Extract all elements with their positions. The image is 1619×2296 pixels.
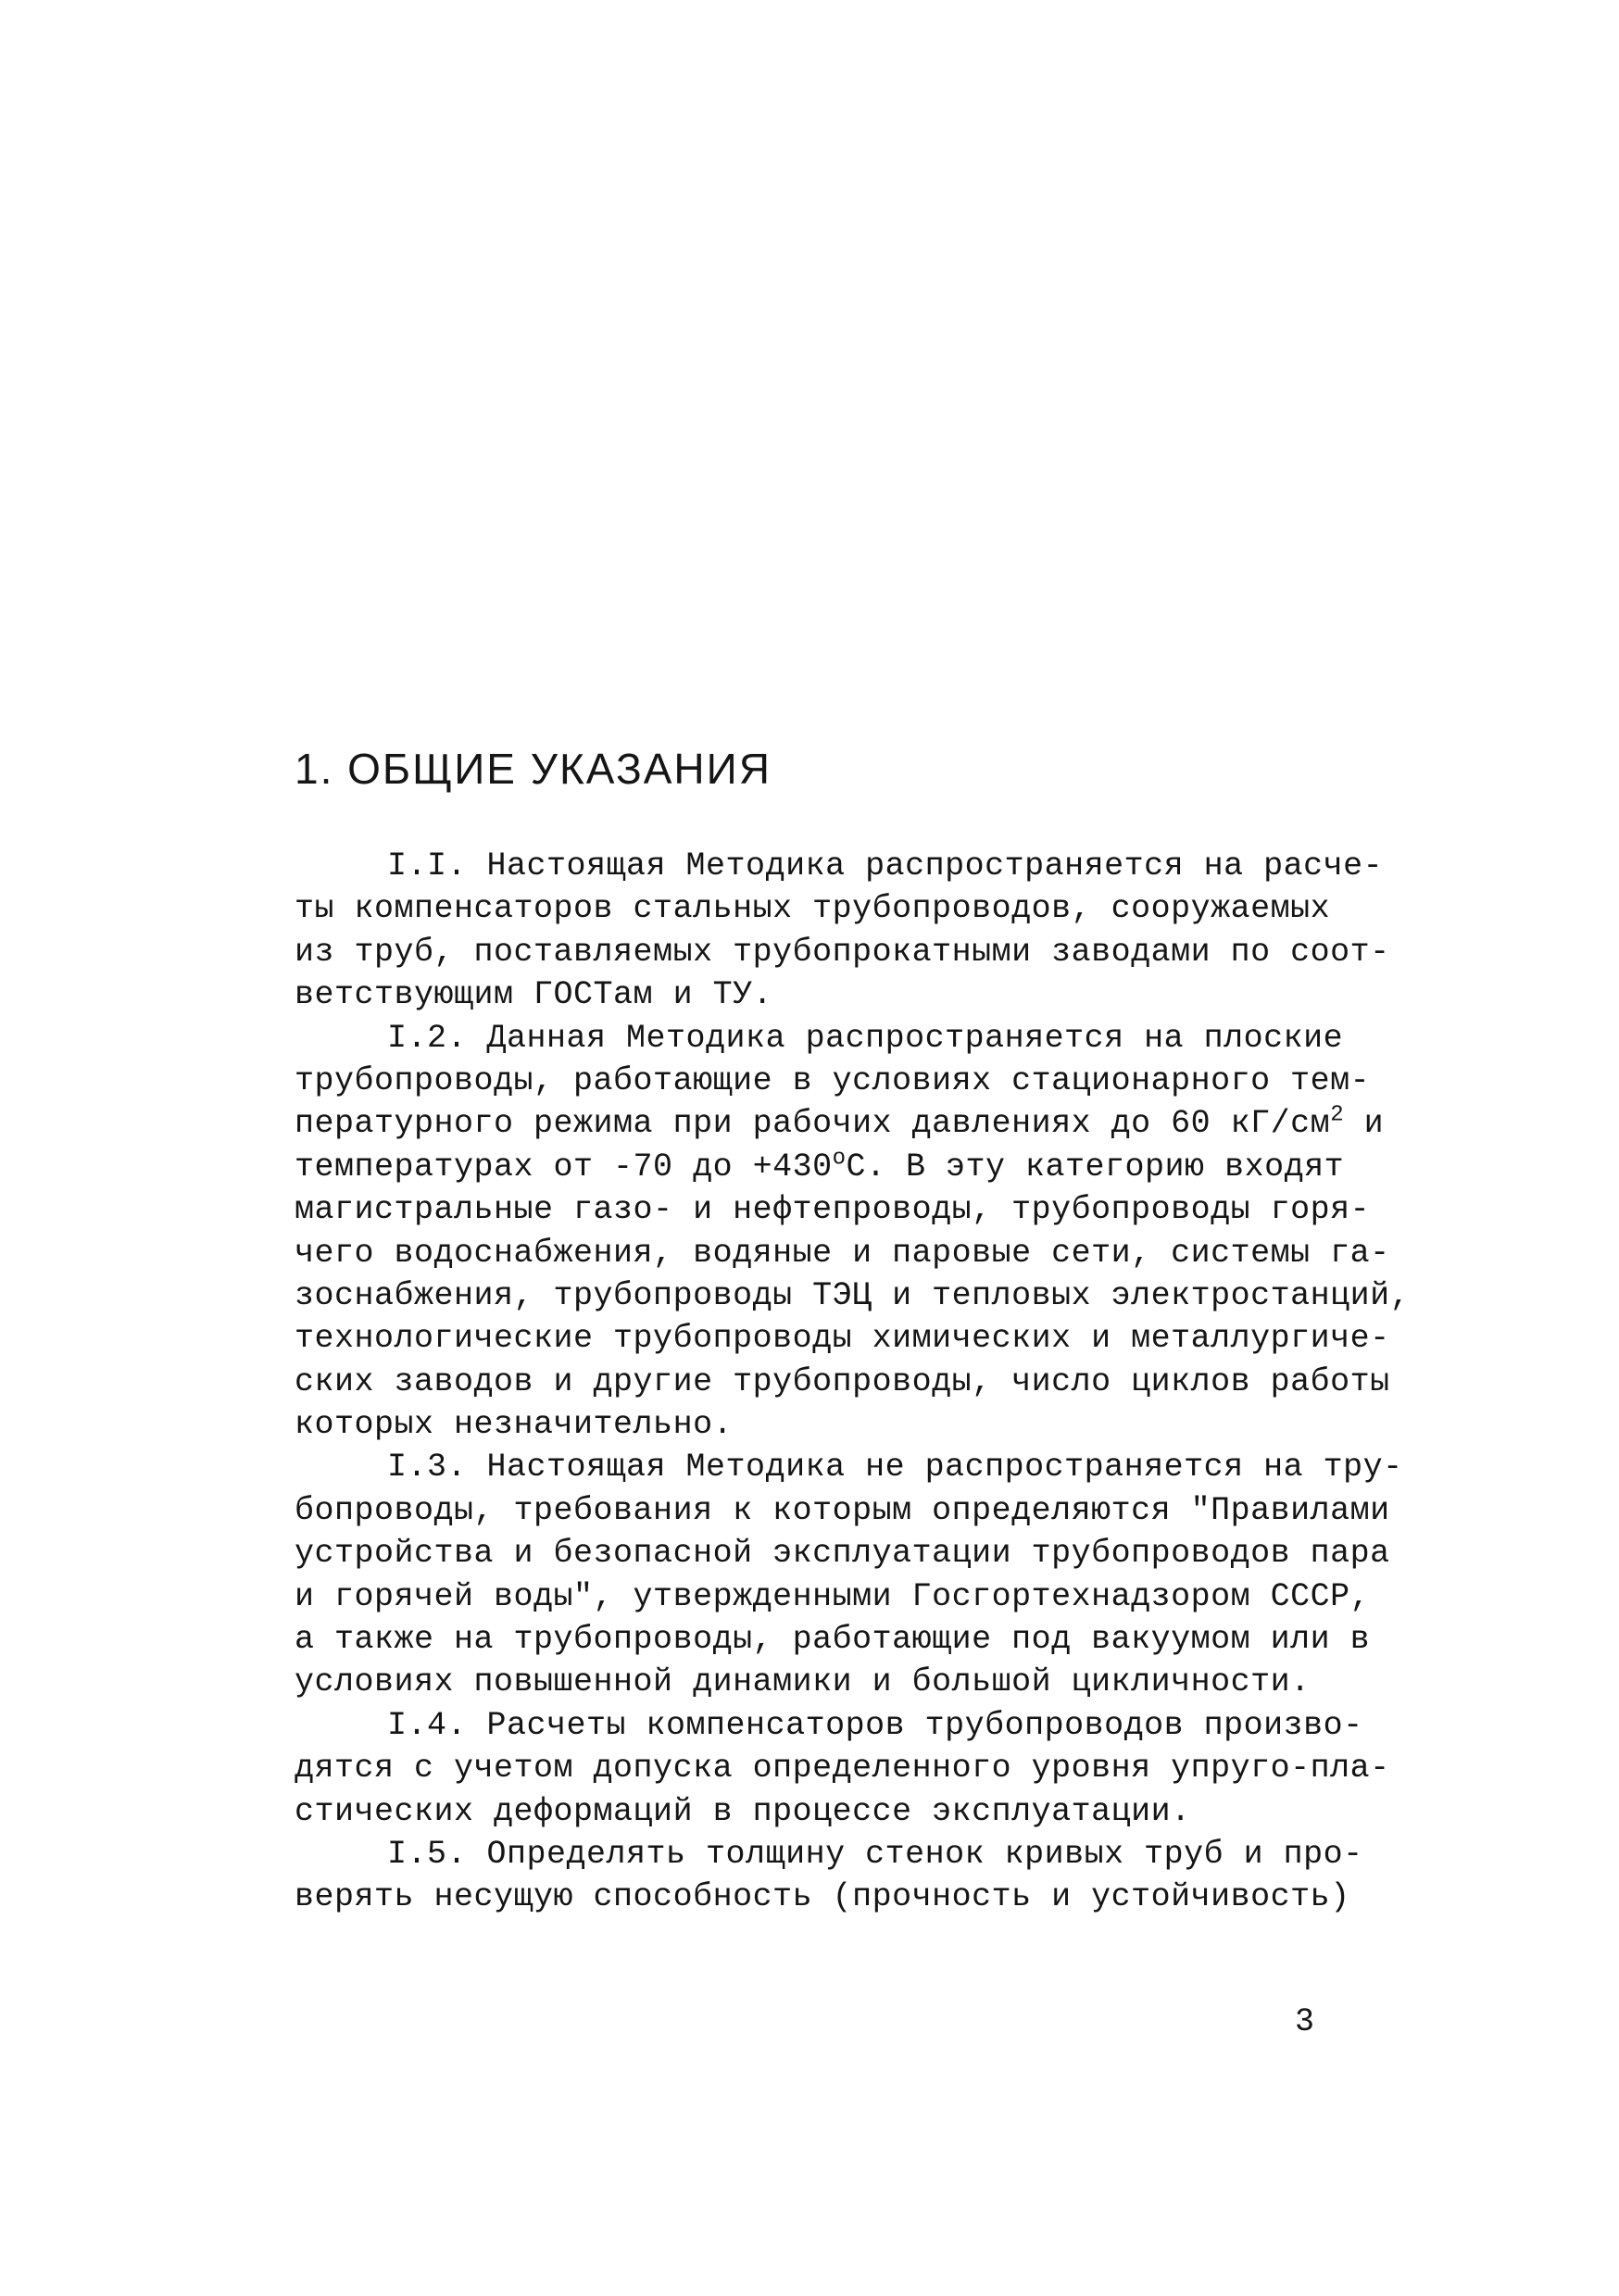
text-line: I.5. Определять толщину стенок кривых труб и про- [387,1835,1363,1873]
text-line [295,1146,1345,1188]
text-line: стических деформаций в процессе эксплуатации. [295,1792,1191,1830]
text-line: ветствующим ГОСТам и ТУ. [295,976,773,1014]
text-segment: температурах от -70 до +430 [295,1148,833,1186]
text-line: технологические трубопроводы химических и металлургиче- [295,1320,1390,1358]
text-segment: С. В эту категорию входят [846,1148,1345,1186]
text-line: и горячей воды", утвержденными Госгортехнадзором СССР, [295,1577,1371,1615]
text-line: I.I. Настоящая Методика распространяется на расче- [387,847,1384,885]
text-line: устройства и безопасной эксплуатации трубопроводов пара [295,1535,1390,1573]
text-line: магистральные газо- и нефтепроводы, трубопроводы горя- [295,1191,1371,1229]
body-text [295,845,1411,1919]
superscript-2: 2 [1330,1102,1345,1128]
degree-sign: o [832,1146,847,1172]
text-line: а также на трубопроводы, работающие под вакуумом или в [295,1621,1371,1659]
text-segment: и [1344,1105,1385,1143]
text-line: трубопроводы, работающие в условиях стационарного тем- [295,1061,1371,1099]
text-line: ты компенсаторов стальных трубопроводов, сооружаемых [295,890,1331,928]
page-number: 3 [1295,2003,1315,2040]
text-line: ских заводов и другие трубопроводы, число циклов работы [295,1362,1390,1400]
text-line: которых незначительно. [295,1406,734,1444]
text-line: условиях повышенной динамики и большой цикличности. [295,1663,1311,1701]
text-line: дятся с учетом допуска определенного уровня упруго-пла- [295,1750,1390,1788]
text-line: зоснабжения, трубопроводы ТЭЦ и тепловых электростанций, [295,1276,1411,1314]
text-line: I.4. Расчеты компенсаторов трубопроводов произво- [387,1706,1363,1744]
text-line: I.2. Данная Методика распространяется на плоские [387,1019,1344,1057]
text-segment: пературного режима при рабочих давлениях до 60 кГ/см [295,1105,1331,1143]
section-title: 1. ОБЩИЕ УКАЗАНИЯ [295,745,772,793]
text-line: I.3. Настоящая Методика не распространяется на тру- [387,1449,1403,1487]
text-line: бопроводы, требования к которым определяются "Правилами [295,1491,1390,1529]
text-line [295,1102,1385,1145]
text-line: из труб, поставляемых трубопрокатными заводами по соот- [295,933,1390,971]
text-line: чего водоснабжения, водяные и паровые сети, системы га- [295,1234,1390,1272]
text-line: верять несущую способность (прочность и устойчивость) [295,1878,1350,1916]
